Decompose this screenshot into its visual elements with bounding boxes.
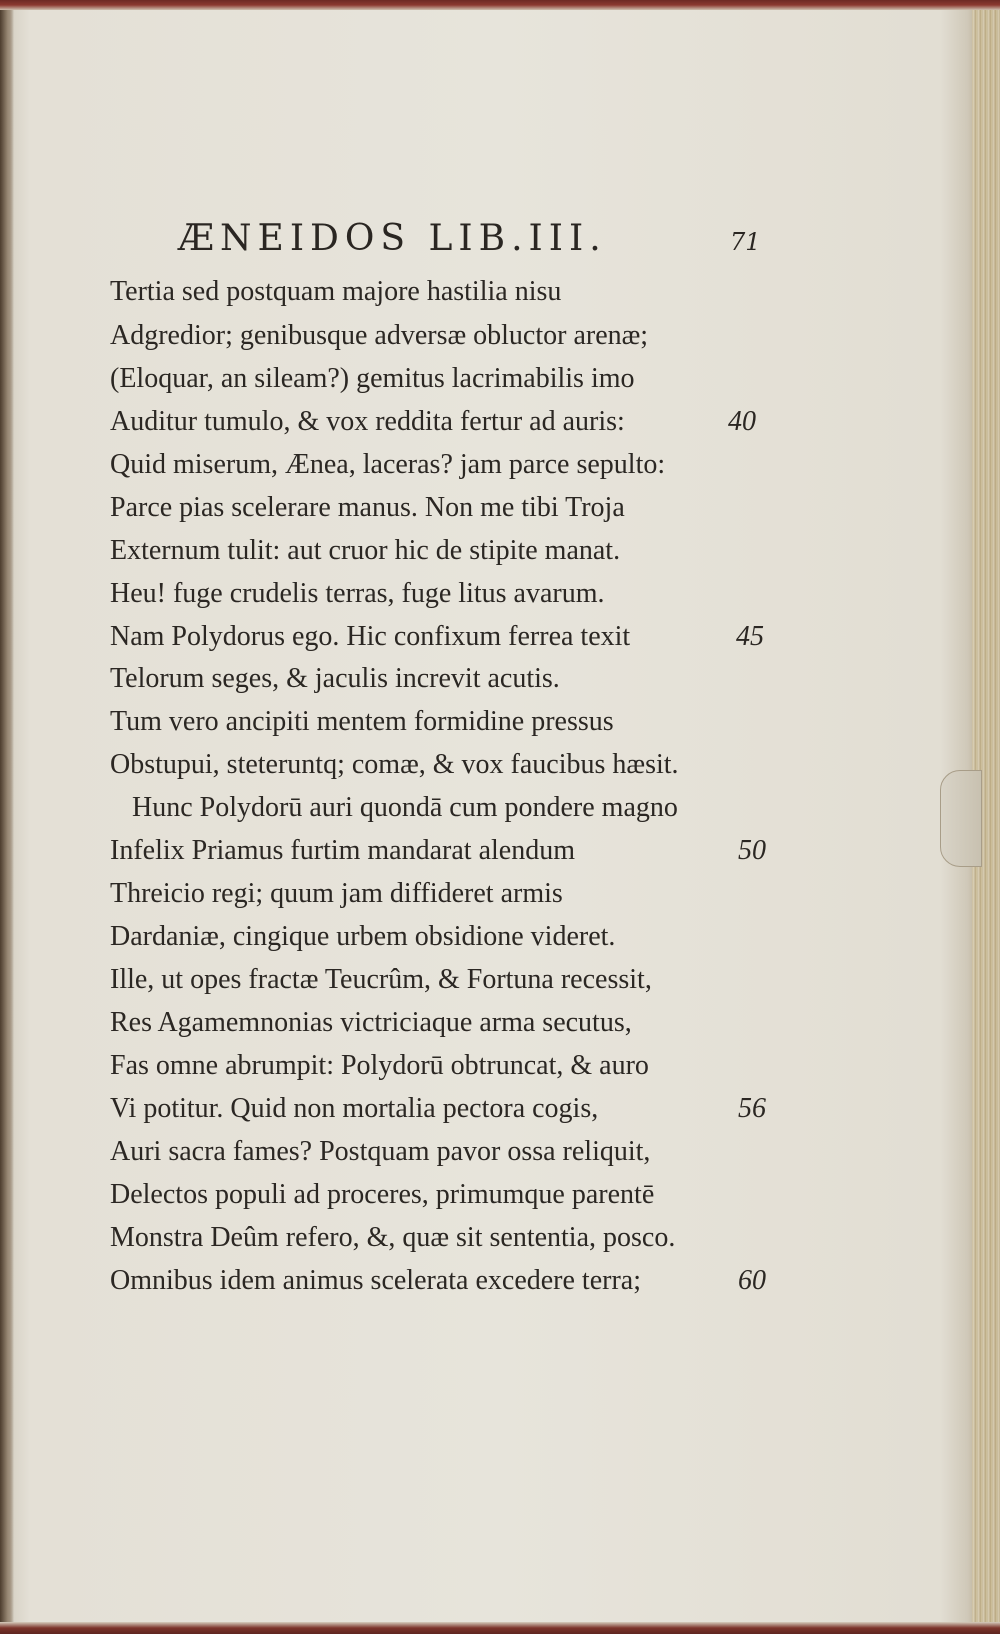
verse-line: Dardaniæ, cingique urbem obsidione videret.	[110, 921, 616, 952]
verse-line: (Eloquar, an sileam?) gemitus lacrimabilis imo	[110, 363, 635, 394]
verse-line: Fas omne abrumpit: Polydorū obtruncat, & auro	[110, 1050, 649, 1081]
line-number: 45	[736, 621, 764, 652]
verse-line: Parce pias scelerare manus. Non me tibi Troja	[110, 492, 625, 523]
verse-line: Threicio regi; quum jam diffideret armis	[110, 878, 563, 909]
verse-line: Auditur tumulo, & vox reddita fertur ad auris:	[110, 406, 625, 437]
line-number: 60	[738, 1265, 766, 1296]
verse-line: Heu! fuge crudelis terras, fuge litus avarum.	[110, 578, 605, 609]
verse-line: Res Agamemnonias victriciaque arma secutus,	[110, 1007, 632, 1038]
verse-line: Delectos populi ad proceres, primumque parentē	[110, 1179, 655, 1210]
verse-line: Quid miserum, Ænea, laceras? jam parce sepulto:	[110, 449, 666, 480]
verse-line: Vi potitur. Quid non mortalia pectora cogis,	[110, 1093, 599, 1124]
verse-line: Auri sacra fames? Postquam pavor ossa reliquit,	[110, 1136, 651, 1167]
verse-line: Hunc Polydorū auri quondā cum pondere magno	[132, 792, 678, 823]
verse-line: Tertia sed postquam majore hastilia nisu	[110, 276, 562, 307]
verse-line: Telorum seges, & jaculis increvit acutis.	[110, 663, 560, 694]
verse-line: Nam Polydorus ego. Hic confixum ferrea texit	[110, 621, 631, 652]
verse-line: Tum vero ancipiti mentem formidine pressus	[110, 706, 614, 737]
line-number: 50	[738, 835, 766, 866]
verse-line: Omnibus idem animus scelerata excedere terra;	[110, 1265, 641, 1296]
running-title: ÆNEIDOS LIB.III.	[178, 218, 607, 259]
line-number: 56	[738, 1093, 766, 1124]
verse-line: Obstupui, steteruntq; comæ, & vox faucibus hæsit.	[110, 749, 679, 780]
verse-line: Infelix Priamus furtim mandarat alendum	[110, 835, 575, 866]
page-number: 71	[730, 228, 761, 256]
verse-line: Externum tulit: aut cruor hic de stipite manat.	[110, 535, 621, 566]
line-number: 40	[728, 406, 756, 437]
verse-line: Ille, ut opes fractæ Teucrûm, & Fortuna recessit,	[110, 964, 652, 995]
verse-line: Adgredior; genibusque adversæ obluctor arenæ;	[110, 320, 649, 351]
verse-line: Monstra Deûm refero, &, quæ sit sententia, posco.	[110, 1222, 676, 1253]
